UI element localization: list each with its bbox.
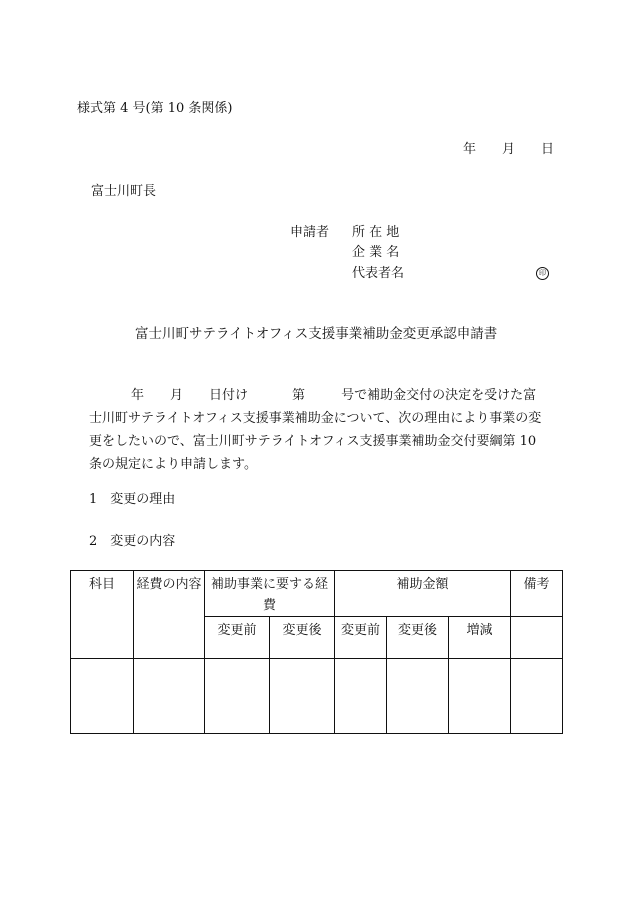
body-line-4: 条の規定により申請します。 [89, 457, 257, 472]
request-body [89, 384, 563, 476]
body-month: 月 [170, 388, 184, 403]
cell-cost-after[interactable] [270, 659, 335, 734]
cell-subsidy-after[interactable] [387, 659, 449, 734]
table-row [71, 659, 563, 734]
date-month-label: 月 [502, 142, 516, 157]
header-remarks: 備考 [511, 571, 563, 617]
seal-mark: 印 [536, 267, 549, 280]
header-subsidy-change: 増減 [449, 617, 511, 659]
header-cost-after: 変更後 [270, 617, 335, 659]
form-number: 様式第 4 号(第 10 条関係) [77, 101, 233, 116]
cell-item[interactable] [71, 659, 134, 734]
section-change-content: 2 変更の内容 [89, 534, 176, 549]
representative-label: 代表者名 [352, 266, 405, 281]
header-subsidy-after: 変更後 [387, 617, 449, 659]
body-line-2: 士川町サテライトオフィス支援事業補助金について、次の理由により事業の変 [89, 411, 542, 426]
body-dated: 日付け [209, 388, 249, 403]
section-change-reason: 1 変更の理由 [89, 492, 176, 507]
body-line1-rest: 号で補助金交付の決定を受けた富 [341, 388, 537, 403]
cell-cost-before[interactable] [205, 659, 270, 734]
cell-subsidy-before[interactable] [335, 659, 387, 734]
date-line [463, 143, 554, 156]
cell-expense-content[interactable] [134, 659, 205, 734]
header-item: 科目 [71, 571, 134, 659]
body-no: 第 [292, 388, 306, 403]
body-line-3: 更をしたいので、富士川町サテライトオフィス支援事業補助金交付要綱第 10 [89, 434, 537, 449]
cell-subsidy-change[interactable] [449, 659, 511, 734]
applicant-label: 申請者 [290, 225, 330, 240]
header-subsidy-amount: 補助金額 [335, 571, 511, 617]
address-label: 所 在 地 [352, 225, 400, 240]
document-title: 富士川町サテライトオフィス支援事業補助金変更承認申請書 [135, 326, 498, 342]
remarks-sub-cell [511, 617, 563, 659]
header-cost-before: 変更前 [205, 617, 270, 659]
addressee: 富士川町長 [91, 184, 157, 199]
header-subsidy-before: 変更前 [335, 617, 387, 659]
date-day-label: 日 [541, 142, 555, 157]
company-name-label: 企 業 名 [352, 245, 400, 260]
header-expense-content: 経費の内容 [134, 571, 205, 659]
body-year: 年 [131, 388, 145, 403]
cell-remarks[interactable] [511, 659, 563, 734]
change-content-table [70, 570, 563, 734]
header-project-cost: 補助事業に要する経費 [205, 571, 335, 617]
date-year-label: 年 [463, 142, 477, 157]
